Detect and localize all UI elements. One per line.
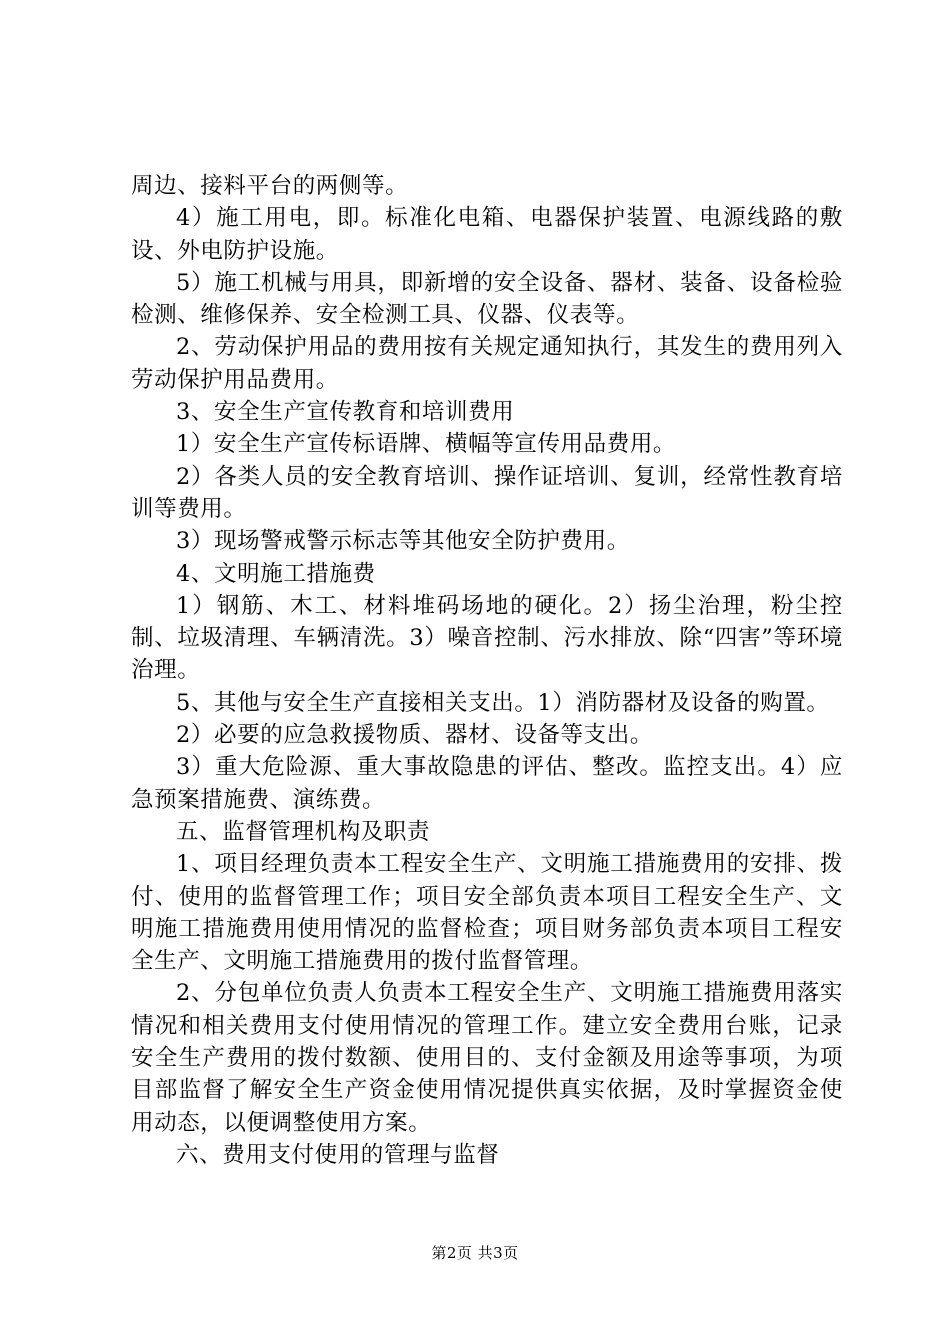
document-body	[131, 170, 843, 1171]
section-heading-5: 五、监督管理机构及职责	[176, 818, 431, 845]
paragraph-10: 1）钢筋、木工、材料堆码场地的硬化。2）扬尘治理，粉尘控制、垃圾清理、车辆清洗。3）噪音控制、污水排放、除“四害”等环境治理。	[131, 592, 843, 684]
paragraph-7: 2）各类人员的安全教育培训、操作证培训、复训，经常性教育培训等费用。	[131, 463, 843, 522]
paragraph-11: 5、其他与安全生产直接相关支出。1）消防器材及设备的购置。	[176, 689, 830, 716]
paragraph-2: 4）施工用电，即。标准化电箱、电器保护装置、电源线路的敷设、外电防护设施。	[131, 205, 843, 264]
paragraph-8: 3）现场警戒警示标志等其他安全防护费用。	[176, 528, 630, 555]
paragraph-4: 2、劳动保护用品的费用按有关规定通知执行，其发生的费用列入劳动保护用品费用。	[131, 334, 843, 393]
paragraph-16: 2、分包单位负责人负责本工程安全生产、文明施工措施费用落实情况和相关费用支付使用情况的管理工作。建立安全费用台账，记录安全生产费用的拨付数额、使用目的、支付金额及用途等事项，为项目部监督了解安全生产资金使用情况提供真实依据，及时掌握资金使用动态，以便调整使用方案。	[131, 980, 843, 1136]
paragraph-6: 1）安全生产宣传标语牌、横幅等宣传用品费用。	[176, 431, 677, 458]
paragraph-13: 3）重大危险源、重大事故隐患的评估、整改。监控支出。4）应急预案措施费、演练费。	[131, 754, 843, 813]
paragraph-12: 2）必要的应急救援物质、器材、设备等支出。	[176, 722, 653, 749]
page-number-footer: 第2页 共3页	[431, 1244, 519, 1262]
section-heading-6: 六、费用支付使用的管理与监督	[176, 1141, 500, 1168]
paragraph-3: 5）施工机械与用具，即新增的安全设备、器材、装备、设备检验检测、维修保养、安全检测工具、仪器、仪表等。	[131, 269, 843, 329]
paragraph-5: 3、安全生产宣传教育和培训费用	[176, 399, 515, 426]
paragraph-9: 4、文明施工措施费	[176, 560, 376, 587]
paragraph-1: 周边、接料平台的两侧等。	[131, 173, 409, 199]
paragraph-15: 1、项目经理负责本工程安全生产、文明施工措施费用的安排、拨付、使用的监督管理工作；项目安全部负责本项目工程安全生产、文明施工措施费用使用情况的监督检查；项目财务部负责本项目工程安全生产、文明施工措施费用的拨付监督管理。	[131, 851, 843, 975]
